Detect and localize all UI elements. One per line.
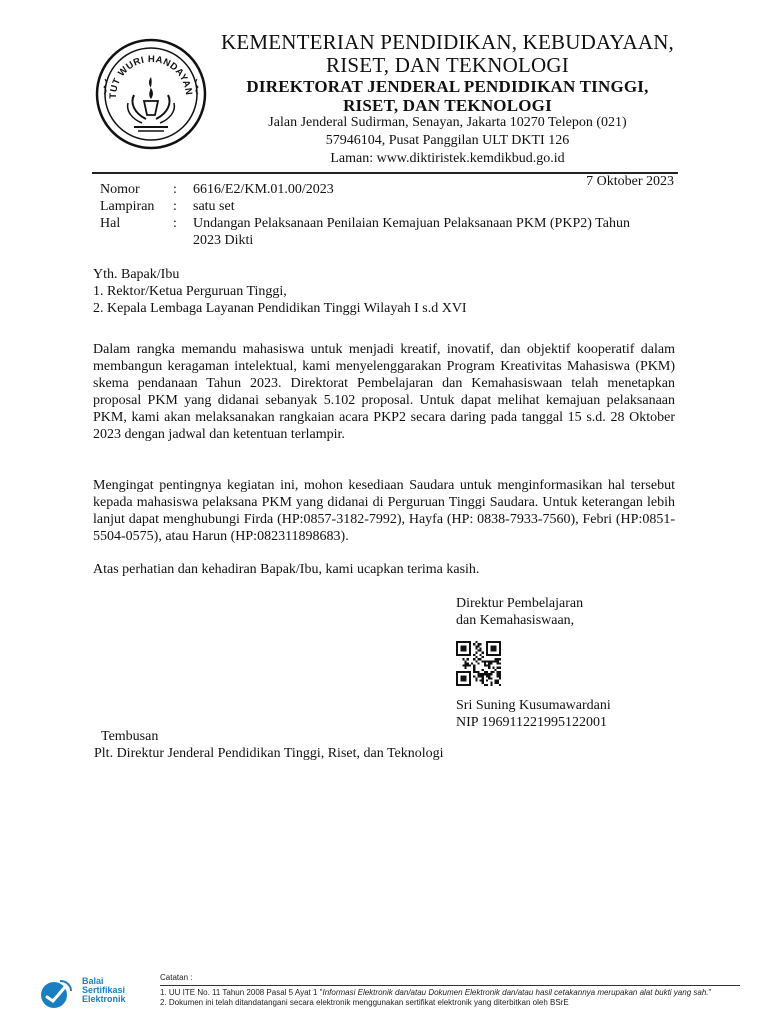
recipients-greeting: Yth. Bapak/Ibu	[93, 267, 180, 282]
recipients	[93, 266, 675, 317]
signature-position	[456, 595, 583, 629]
signature-qr-code	[456, 641, 501, 686]
letterhead-address	[210, 114, 685, 168]
meta-value: satu set	[193, 199, 235, 214]
footer-divider	[160, 985, 740, 986]
meta-colon: :	[173, 216, 177, 231]
bsre-logo	[38, 975, 150, 1011]
directorate-line2: RISET, DAN TEKNOLOGI	[343, 95, 552, 115]
directorate-line1: DIREKTORAT JENDERAL PENDIDIKAN TINGGI,	[246, 77, 649, 96]
note1-suffix: "	[708, 988, 712, 997]
meta-row-lampiran	[100, 198, 653, 215]
meta-row-nomor	[100, 181, 653, 198]
recipient-item: 1. Rektor/Ketua Perguruan Tinggi,	[93, 284, 287, 299]
meta-value: Undangan Pelaksanaan Penilaian Kemajuan Pelaksanaan PKM (PKP2) Tahun 2023 Dikti	[193, 216, 630, 248]
meta-label: Hal	[100, 216, 121, 231]
address-text: Jalan Jenderal Sudirman, Senayan, Jakarta 10270 Telepon (021) 57946104, Pusat Panggilan ULT DKTI 126	[268, 115, 627, 148]
website-text: Laman: www.diktiristek.kemdikbud.go.id	[330, 151, 565, 166]
footer-note-2: 2. Dokumen ini telah ditandatangani secara elektronik menggunakan sertifikat elektronik yang diterbitkan oleh BSrE	[160, 998, 569, 1007]
meta-colon: :	[173, 182, 177, 197]
paragraph-1: Dalam rangka memandu mahasiswa untuk menjadi kreatif, inovatif, dan objektif kooperatif dalam membangun keragaman intelektual, kami menyelenggarakan Program Kreativitas Mahasiswa (PKM) skema pendanaan Tahun 2023. Direktorat Pembelajaran dan Kemahasiswaan telah menetapkan proposal PKM yang didanai sebanyak 5.102 proposal. Untuk dapat melihat kemajuan pelaksanaan PKM, kami akan melaksanakan rangkaian acara PKP2 secara daring pada tanggal 15 s.d. 28 Oktober 2023 dengan jadwal dan ketentuan terlampir.	[93, 342, 675, 442]
ministry-line1: KEMENTERIAN PENDIDIKAN, KEBUDAYAAN,	[220, 30, 675, 54]
bsre-line1: Balai	[82, 976, 104, 986]
meta-value: 6616/E2/KM.01.00/2023	[193, 182, 334, 197]
signatory-nip: NIP 196911221995122001	[456, 715, 608, 730]
recipient-item: 2. Kepala Lembaga Layanan Pendidikan Tinggi Wilayah I s.d XVI	[93, 301, 467, 316]
meta-colon: :	[173, 199, 177, 214]
meta-label: Nomor	[100, 182, 140, 197]
meta-label: Lampiran	[100, 199, 155, 214]
directorate-name	[210, 78, 685, 115]
letter-date: 7 Oktober 2023	[586, 174, 674, 189]
catatan-title: Catatan :	[160, 973, 193, 982]
tembusan	[94, 728, 683, 762]
signatory-name: Sri Suning Kusumawardani	[456, 698, 611, 713]
ministry-line2: RISET, DAN TEKNOLOGI	[326, 53, 569, 78]
bsre-logo-icon	[38, 975, 74, 1011]
paragraph-closing: Atas perhatian dan kehadiran Bapak/Ibu, kami ucapkan terima kasih.	[93, 562, 480, 577]
meta-row-hal	[100, 215, 653, 249]
note1-italic: Informasi Elektronik dan/atau Dokumen Elektronik dan/atau hasil cetakannya merupakan alat bukti yang sah.	[322, 988, 709, 997]
bsre-line3: Elektronik	[82, 994, 126, 1004]
tembusan-title: Tembusan	[101, 729, 159, 744]
signature-position-line2: dan Kemahasiswaan,	[456, 613, 575, 628]
ministry-name	[210, 31, 685, 77]
tembusan-item: Plt. Direktur Jenderal Pendidikan Tinggi, Riset, dan Teknologi	[94, 746, 444, 761]
paragraph-2: Mengingat pentingnya kegiatan ini, mohon kesediaan Saudara untuk menginformasikan hal tersebut kepada mahasiswa pelaksana PKM yang didanai di Perguruan Tinggi Saudara. Untuk keterangan lebih lanjut dapat menghubungi Firda (HP:0857-3182-7992), Hayfa (HP: 0838-7933-7560), Febri (HP:0851-5504-0575), atau Harun (HP:082311898683).	[93, 478, 675, 544]
signatory	[456, 697, 611, 731]
tut-wuri-handayani-seal	[94, 37, 208, 151]
footer-notes	[160, 973, 740, 1008]
bsre-line2: Sertifikasi	[82, 985, 126, 995]
footer-note-1	[160, 988, 740, 998]
signature-position-line1: Direktur Pembelajaran	[456, 596, 584, 611]
letter-meta	[100, 181, 653, 249]
svg-text:TUT WURI HANDAYANI: TUT WURI HANDAYAN	[107, 53, 195, 100]
note1-prefix: 1. UU ITE No. 11 Tahun 2008 Pasal 5 Ayat 1 "	[160, 988, 323, 997]
